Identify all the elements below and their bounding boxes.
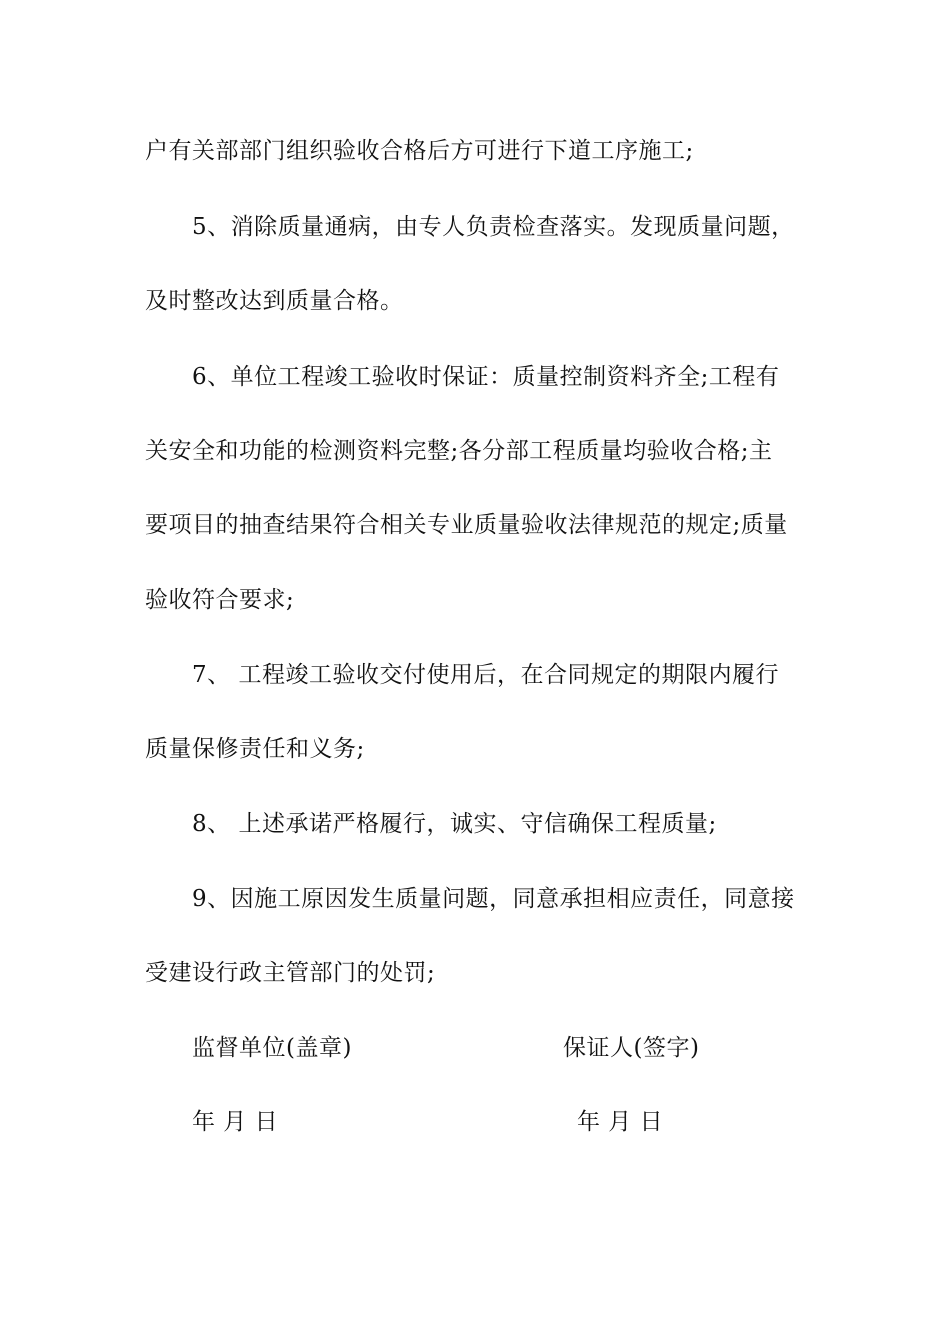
paragraph-line: 要项目的抽查结果符合相关专业质量验收法律规范的规定;质量: [145, 512, 788, 538]
paragraph-line: 6、单位工程竣工验收时保证：质量控制资料齐全;工程有: [192, 364, 780, 390]
paragraph-line: 户有关部部门组织验收合格后方可进行下道工序施工;: [145, 138, 694, 164]
guarantor-signature-label: 保证人(签字): [563, 1035, 700, 1061]
paragraph-line: 受建设行政主管部门的处罚;: [145, 960, 436, 986]
paragraph-line: 验收符合要求;: [145, 587, 295, 613]
paragraph-line: 7、 工程竣工验收交付使用后，在合同规定的期限内履行: [192, 662, 779, 688]
paragraph-line: 关安全和功能的检测资料完整;各分部工程质量均验收合格;主: [145, 438, 773, 464]
paragraph-line: 9、因施工原因发生质量问题，同意承担相应责任，同意接: [192, 886, 795, 912]
guarantor-date: 年 月 日: [577, 1109, 664, 1135]
paragraph-line: 8、 上述承诺严格履行，诚实、守信确保工程质量;: [192, 811, 717, 837]
supervisor-seal-label: 监督单位(盖章): [192, 1035, 352, 1061]
supervisor-date: 年 月 日: [192, 1109, 279, 1135]
paragraph-line: 质量保修责任和义务;: [145, 736, 365, 762]
paragraph-line: 5、消除质量通病，由专人负责检查落实。发现质量问题，: [192, 214, 795, 240]
paragraph-line: 及时整改达到质量合格。: [145, 288, 404, 314]
